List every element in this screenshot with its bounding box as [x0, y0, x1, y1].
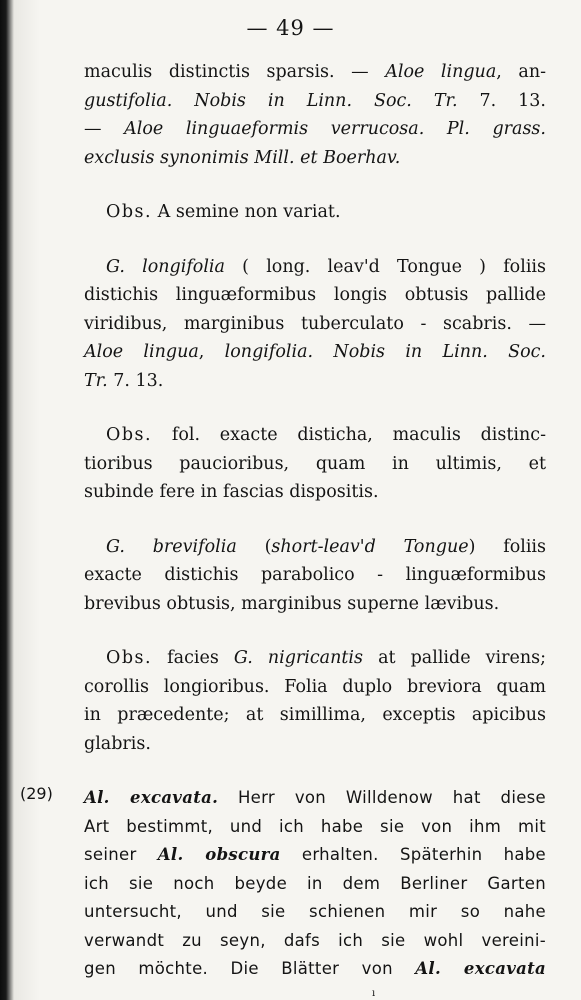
text-run: verwandt zu seyn, dafs ich sie wohl vereini-: [84, 930, 546, 950]
text-run: glabris.: [84, 733, 151, 754]
text-line: [84, 813, 546, 842]
italic-run: Aloe lingua: [84, 342, 199, 362]
text-run: at pallide virens;: [363, 648, 547, 668]
text-line: [84, 87, 546, 116]
text-line: [84, 115, 546, 144]
text-line: [84, 533, 546, 562]
text-line: [84, 367, 546, 396]
main-text: [20, 58, 547, 984]
text-run: (: [236, 536, 272, 557]
italic-run: G. nigricantis: [233, 648, 364, 668]
text-run: —: [84, 119, 125, 139]
text-run: 7. 13.: [107, 370, 164, 391]
paragraph: [84, 58, 546, 172]
text-run: exacte distichis parabolico - linguæformibus: [84, 565, 546, 585]
text-run: gen möchte. Die Blätter von: [84, 959, 416, 978]
italic-run: Aloe linguaeformis verrucosa.: [124, 119, 425, 139]
text-line: [84, 673, 546, 702]
italic-run: G. longifolia: [106, 256, 225, 277]
text-line: [84, 784, 546, 813]
text-run: facies: [152, 648, 234, 668]
text-run: subinde fere in fascias dispositis.: [84, 482, 379, 502]
obs-label: Obs.: [106, 202, 153, 222]
text-line: [84, 927, 546, 956]
text-line: [84, 338, 546, 367]
italic-run: exclusis synonimis Mill. et Boerhav.: [84, 147, 401, 168]
text-line: [84, 701, 546, 730]
footnote-number: (29): [20, 784, 53, 803]
text-run: erhalten. Späterhin habe: [280, 845, 546, 864]
text-run: distichis linguæformibus longis obtusis pallide: [84, 285, 546, 305]
italic-run: short-leav'd Tongue: [271, 536, 469, 557]
text-run: brevibus obtusis, marginibus superne lævibus.: [84, 593, 500, 614]
text-run: Herr von Willdenow hat diese: [218, 788, 546, 807]
text-line: [84, 450, 546, 479]
text-line: [84, 198, 546, 227]
text-run: untersucht, und sie schienen mir so nahe: [84, 902, 546, 921]
text-line: [84, 955, 546, 984]
footnote: [20, 784, 546, 984]
text-run: [172, 91, 194, 111]
text-line: [84, 898, 546, 927]
italic-run: Aloe lingua: [385, 62, 497, 82]
text-run: ich sie noch beyde in dem Berliner Garten: [84, 873, 546, 893]
text-line: [84, 561, 546, 590]
text-run: ,: [198, 342, 225, 362]
text-run: in præcedente; at simillima, exceptis apicibus: [84, 705, 546, 725]
italic-run: longifolia.: [224, 342, 314, 362]
latin-description-blocks: [84, 58, 546, 758]
stray-mark: ı: [372, 988, 376, 999]
italic-run: Al. excavata.: [84, 788, 219, 807]
text-line: [84, 730, 546, 759]
text-line: [84, 421, 546, 450]
footnote-lines: [84, 784, 546, 984]
text-line: [84, 870, 546, 899]
italic-run: G. brevifolia: [106, 536, 237, 557]
obs-label: Obs.: [106, 425, 153, 445]
text-run: fol. exacte disticha, maculis distinc-: [152, 425, 546, 445]
italic-run: Tr.: [84, 370, 108, 391]
text-run: A semine non variat.: [152, 202, 341, 222]
text-run: maculis distinctis sparsis. —: [84, 62, 386, 82]
text-run: [424, 119, 447, 139]
text-line: [84, 310, 546, 339]
text-run: [313, 342, 333, 362]
paragraph: [84, 421, 546, 507]
italic-run: Nobis in Linn. Soc. Tr.: [194, 90, 458, 111]
text-line: [84, 478, 546, 507]
text-run: viridibus, marginibus tuberculato - scabris. —: [84, 313, 546, 334]
text-run: 7. 13.: [457, 90, 546, 111]
text-line: [84, 253, 546, 282]
italic-run: Nobis in Linn. Soc.: [333, 342, 546, 362]
italic-run: Pl. grass.: [446, 119, 546, 139]
text-line: [84, 841, 546, 870]
paragraph: [84, 533, 546, 619]
italic-run: gustifolia.: [84, 90, 173, 111]
obs-label: Obs.: [106, 648, 153, 668]
page-number: — 49 —: [246, 16, 335, 40]
italic-run: Al. excavata: [415, 959, 546, 978]
text-line: [84, 590, 546, 619]
text-run: tioribus paucioribus, quam in ultimis, et: [84, 453, 546, 474]
text-run: ( long. leav'd Tongue ) foliis: [224, 256, 546, 277]
text-run: ) foliis: [468, 536, 546, 557]
paragraph: [84, 644, 546, 758]
text-run: , an-: [496, 62, 547, 82]
text-run: seiner: [84, 845, 158, 864]
paragraph: [84, 198, 546, 227]
text-line: [84, 58, 546, 87]
text-line: [84, 281, 546, 310]
text-run: corollis longioribus. Folia duplo breviora quam: [84, 676, 546, 697]
text-run: Art bestimmt, und ich habe sie von ihm mit: [84, 816, 546, 836]
paragraph: [84, 253, 546, 396]
text-line: [84, 144, 546, 173]
italic-run: Al. obscura: [157, 845, 281, 864]
text-line: [84, 644, 546, 673]
